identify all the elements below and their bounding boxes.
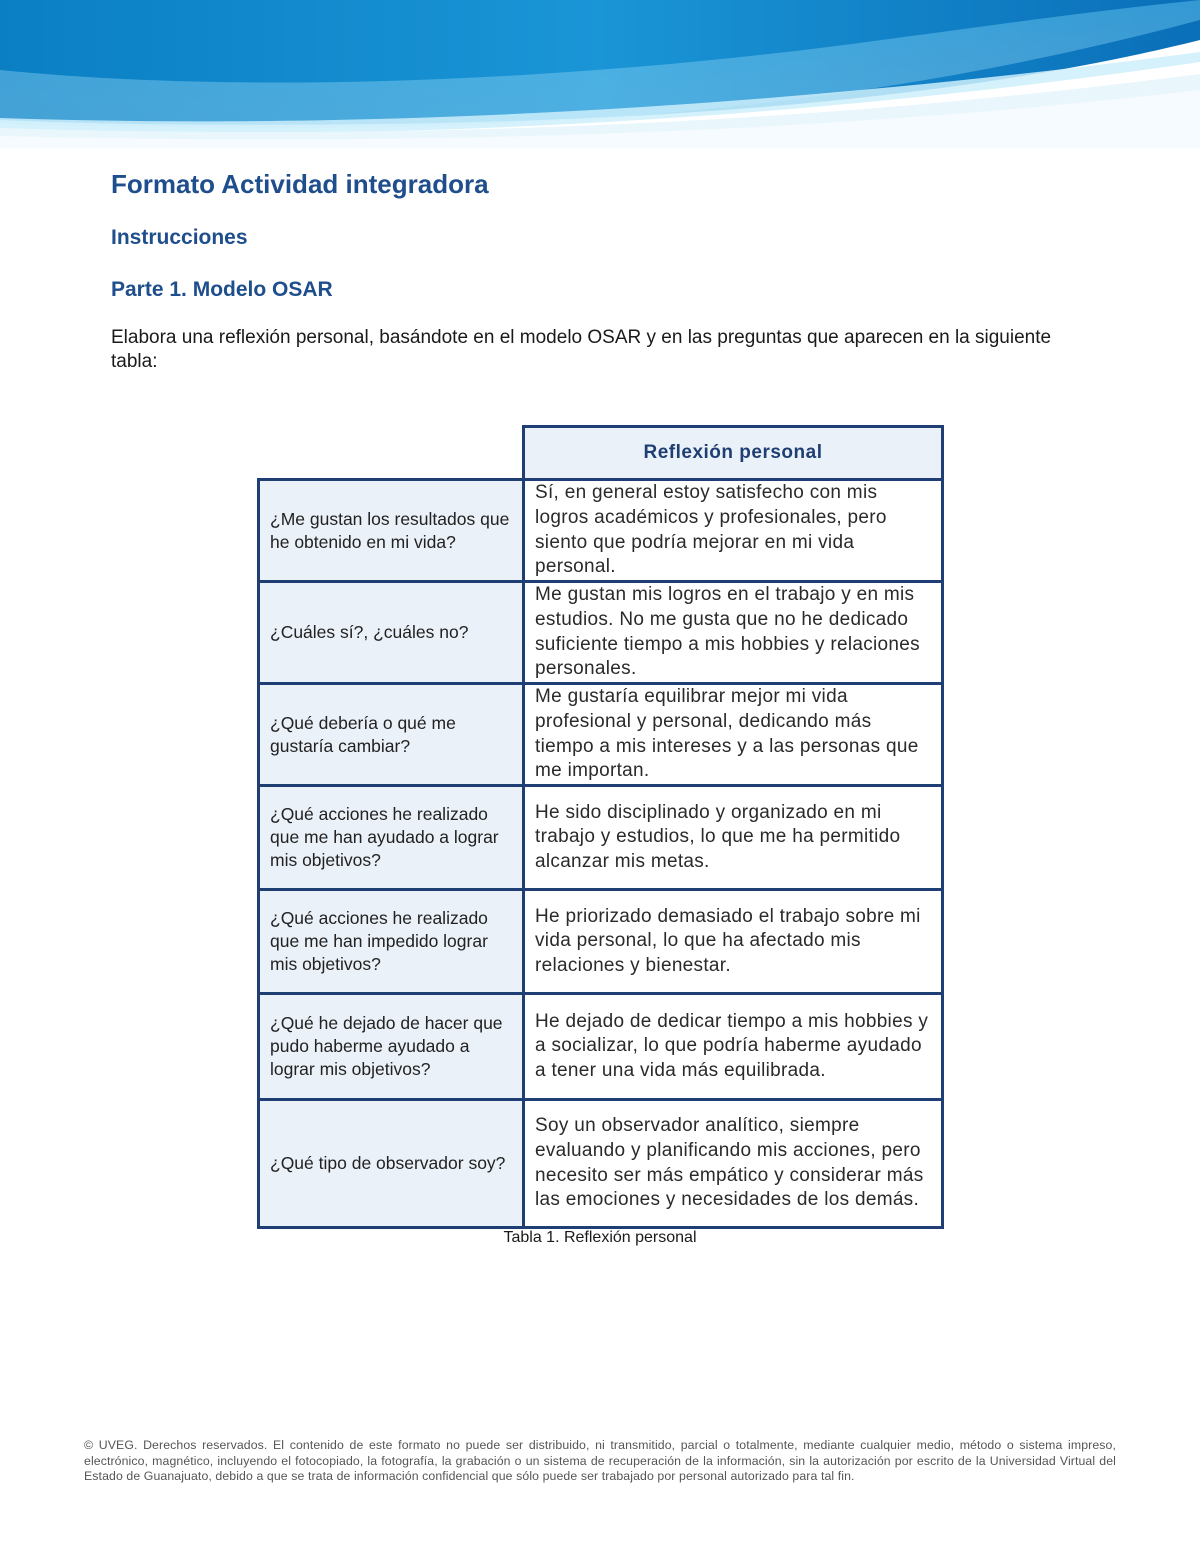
reflection-table: [257, 425, 944, 1229]
question-cell: ¿Qué debería o qué me gustaría cambiar?: [259, 684, 524, 786]
answer-cell: He sido disciplinado y organizado en mi trabajo y estudios, lo que me ha permitido alcanzar mis metas.: [524, 786, 943, 890]
table-row: [259, 684, 943, 786]
copyright-footer: © UVEG. Derechos reservados. El contenido de este formato no puede ser distribuido, ni transmitido, parcial o totalmente, mediante cualquier medio, método o sistema impreso, electrónico, magnético, incluyendo el fotocopiado, la fotografía, la grabación o un sistema de recuperación de la información, sin la autorización por escrito de la Universidad Virtual del Estado de Guanajuato, debido a que se trata de información confidencial que sólo puede ser trabajado por personal autorizado para tal fin.: [84, 1438, 1116, 1483]
question-cell: ¿Qué tipo de observador soy?: [259, 1100, 524, 1228]
intro-paragraph: Elabora una reflexión personal, basándote en el modelo OSAR y en las preguntas que aparecen en la siguiente tabla:: [111, 327, 1052, 372]
table-row: [259, 786, 943, 890]
document-title: Formato Actividad integradora: [111, 169, 489, 199]
question-cell: ¿Cuáles sí?, ¿cuáles no?: [259, 582, 524, 684]
answer-cell: Sí, en general estoy satisfecho con mis logros académicos y profesionales, pero siento que podría mejorar en mi vida personal.: [524, 480, 943, 582]
answer-cell: Soy un observador analítico, siempre evaluando y planificando mis acciones, pero necesito ser más empático y considerar más las emociones y necesidades de los demás.: [524, 1100, 943, 1228]
question-cell: ¿Qué he dejado de hacer que pudo haberme ayudado a lograr mis objetivos?: [259, 994, 524, 1100]
instructions-heading: Instrucciones: [111, 226, 248, 249]
question-cell: ¿Me gustan los resultados que he obtenido en mi vida?: [259, 480, 524, 582]
answer-cell: He priorizado demasiado el trabajo sobre mi vida personal, lo que ha afectado mis relaciones y bienestar.: [524, 890, 943, 994]
question-cell: ¿Qué acciones he realizado que me han impedido lograr mis objetivos?: [259, 890, 524, 994]
empty-header-cell: [259, 427, 524, 480]
document-body: [111, 168, 1091, 374]
table-row: [259, 480, 943, 582]
table-row: [259, 582, 943, 684]
table-row: [259, 1100, 943, 1228]
question-cell: ¿Qué acciones he realizado que me han ayudado a lograr mis objetivos?: [259, 786, 524, 890]
reflection-header: Reflexión personal: [524, 427, 943, 480]
table-row: [259, 994, 943, 1100]
answer-cell: Me gustaría equilibrar mejor mi vida profesional y personal, dedicando más tiempo a mis intereses y a las personas que me importan.: [524, 684, 943, 786]
answer-cell: He dejado de dedicar tiempo a mis hobbies y a socializar, lo que podría haberme ayudado a tener una vida más equilibrada.: [524, 994, 943, 1100]
table-row: [259, 890, 943, 994]
header-banner: [0, 0, 1200, 148]
part-heading: Parte 1. Modelo OSAR: [111, 278, 333, 301]
table-caption: Tabla 1. Reflexión personal: [503, 1229, 697, 1246]
answer-cell: Me gustan mis logros en el trabajo y en mis estudios. No me gusta que no he dedicado suficiente tiempo a mis hobbies y relaciones personales.: [524, 582, 943, 684]
table-header-row: [259, 427, 943, 480]
